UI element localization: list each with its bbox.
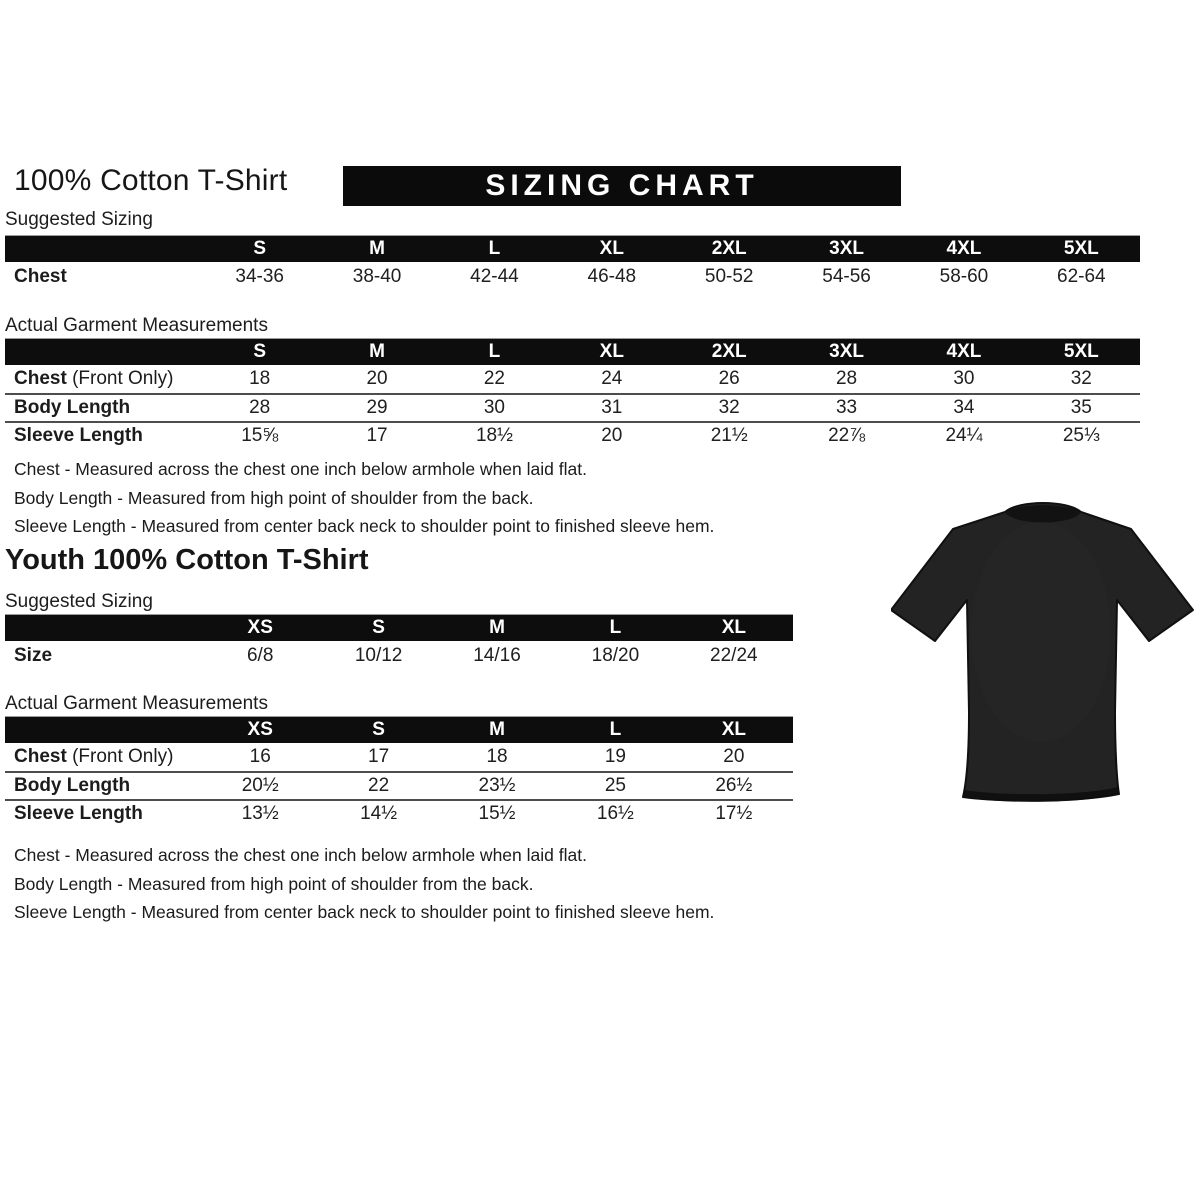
table-header-row: [5, 717, 793, 743]
table-cell: 18: [249, 368, 271, 389]
table-cell: 35: [1070, 397, 1092, 418]
column-header: M: [369, 238, 385, 259]
row-label-main: Chest: [14, 746, 67, 767]
table-cell: 16: [249, 746, 271, 767]
table-cell: 15⅝: [241, 425, 279, 446]
table-cell: 21½: [710, 425, 748, 446]
table-cell: 13½: [241, 803, 279, 824]
column-header: 5XL: [1063, 341, 1099, 362]
row-label: Sleeve Length: [14, 803, 143, 824]
table-cell: 19: [604, 746, 626, 767]
table-cell: 54-56: [822, 266, 871, 287]
youth-suggested-sizing-table: [5, 614, 793, 671]
table-cell: 18/20: [591, 645, 640, 666]
table-cell: 14/16: [473, 645, 521, 666]
youth-measurements-table: [5, 716, 793, 827]
table-cell: 17: [368, 746, 390, 767]
table-cell: 29: [366, 397, 388, 418]
table-cell: 17½: [715, 803, 753, 824]
table-cell: 22/24: [710, 645, 758, 666]
row-label-main: Chest: [14, 368, 67, 389]
table-cell: 10/12: [354, 645, 403, 666]
table-row-chest: [5, 365, 1140, 393]
table-cell: 31: [601, 397, 623, 418]
table-row-size: [5, 641, 793, 671]
table-cell: 26½: [715, 775, 753, 796]
column-header: L: [488, 238, 501, 259]
column-header: M: [489, 617, 505, 638]
adult-measurement-notes: [14, 455, 714, 541]
table-cell: 28: [835, 368, 858, 389]
table-cell: 32: [718, 397, 740, 418]
table-cell: 38-40: [352, 266, 402, 287]
table-cell: 33: [835, 397, 858, 418]
table-row-sleeve-length: [5, 799, 793, 827]
column-header: S: [253, 238, 267, 259]
note-chest: Chest - Measured across the chest one inch below armhole when laid flat.: [14, 845, 587, 865]
column-header: XL: [721, 719, 746, 740]
column-header: 4XL: [946, 238, 982, 259]
table-header-row: [5, 236, 1140, 262]
column-header: 2XL: [711, 238, 747, 259]
table-cell: 6/8: [246, 645, 274, 666]
youth-measurements-label: Actual Garment Measurements: [5, 693, 268, 714]
column-header: XL: [599, 341, 624, 362]
column-header: 5XL: [1063, 238, 1099, 259]
table-cell: 50-52: [704, 266, 754, 287]
adult-section-title: 100% Cotton T-Shirt: [14, 164, 288, 197]
table-cell: 23½: [478, 775, 516, 796]
column-header: 4XL: [946, 341, 982, 362]
column-header: S: [372, 617, 385, 638]
column-header: XS: [247, 617, 273, 638]
table-cell: 20: [366, 368, 388, 389]
adult-suggested-sizing-table: [5, 235, 1140, 292]
youth-measurement-notes: [14, 841, 714, 927]
column-header: M: [489, 719, 505, 740]
youth-section-title: Youth 100% Cotton T-Shirt: [5, 544, 369, 576]
table-row-body-length: [5, 771, 793, 799]
column-header: M: [369, 341, 385, 362]
black-tshirt-image: [891, 482, 1195, 812]
row-label: Sleeve Length: [14, 425, 143, 446]
column-header: 2XL: [711, 341, 747, 362]
sizing-chart-banner: SIZING CHART: [343, 166, 901, 206]
table-cell: 22: [368, 775, 390, 796]
table-cell: 30: [483, 397, 505, 418]
row-label-suffix: (Front Only): [66, 746, 174, 767]
table-cell: 18: [486, 746, 508, 767]
table-cell: 14½: [360, 803, 398, 824]
column-header: 3XL: [829, 341, 864, 362]
column-header: 3XL: [829, 238, 864, 259]
table-cell: 28: [249, 397, 271, 418]
row-label: Chest: [14, 266, 67, 287]
note-sleeve-length: Sleeve Length - Measured from center back neck to shoulder point to finished sleeve hem.: [14, 516, 715, 536]
table-cell: 62-64: [1057, 266, 1106, 287]
table-row-sleeve-length: [5, 421, 1140, 449]
column-header: L: [609, 617, 622, 638]
row-label-suffix: (Front Only): [66, 368, 174, 389]
table-cell: 34-36: [235, 266, 284, 287]
column-header: XL: [721, 617, 746, 638]
table-header-row: [5, 615, 793, 641]
table-cell: 20½: [241, 775, 279, 796]
row-label: [5, 746, 201, 768]
table-cell: 26: [718, 368, 740, 389]
youth-suggested-sizing-label: Suggested Sizing: [5, 591, 153, 612]
row-label: Body Length: [14, 775, 131, 796]
table-cell: 24¼: [945, 425, 983, 446]
table-cell: 32: [1070, 368, 1092, 389]
tshirt-graphic: [891, 482, 1195, 812]
note-chest: Chest - Measured across the chest one inch below armhole when laid flat.: [14, 459, 587, 479]
adult-measurements-table: [5, 338, 1140, 449]
table-cell: 46-48: [587, 266, 637, 287]
table-cell: 25: [604, 775, 626, 796]
table-cell: 24: [601, 368, 623, 389]
table-header-row: [5, 339, 1140, 365]
table-cell: 15½: [478, 803, 516, 824]
note-sleeve-length: Sleeve Length - Measured from center back neck to shoulder point to finished sleeve hem.: [14, 902, 715, 922]
table-cell: 22⅞: [828, 425, 866, 446]
column-header: L: [609, 719, 622, 740]
table-cell: 20: [601, 425, 623, 446]
table-cell: 30: [953, 368, 975, 389]
row-label: Size: [14, 645, 53, 666]
row-label: [5, 368, 201, 390]
column-header: L: [488, 341, 501, 362]
table-cell: 58-60: [939, 266, 989, 287]
column-header: S: [372, 719, 385, 740]
note-body-length: Body Length - Measured from high point of shoulder from the back.: [14, 873, 534, 894]
table-cell: 16½: [596, 803, 634, 824]
table-row-body-length: [5, 393, 1140, 421]
note-body-length: Body Length - Measured from high point of shoulder from the back.: [14, 487, 534, 508]
column-header: XS: [247, 719, 273, 740]
table-row-chest: [5, 743, 793, 771]
table-row: [5, 262, 1140, 292]
table-cell: 25⅓: [1062, 425, 1100, 446]
table-cell: 17: [366, 425, 388, 446]
row-label: Body Length: [14, 397, 131, 418]
table-cell: 18½: [475, 425, 513, 446]
table-cell: 20: [723, 746, 745, 767]
adult-suggested-sizing-label: Suggested Sizing: [5, 209, 153, 230]
column-header: XL: [599, 238, 624, 259]
table-cell: 42-44: [470, 266, 519, 287]
table-cell: 34: [953, 397, 975, 418]
column-header: S: [253, 341, 267, 362]
adult-measurements-label: Actual Garment Measurements: [5, 315, 268, 336]
table-cell: 22: [483, 368, 505, 389]
